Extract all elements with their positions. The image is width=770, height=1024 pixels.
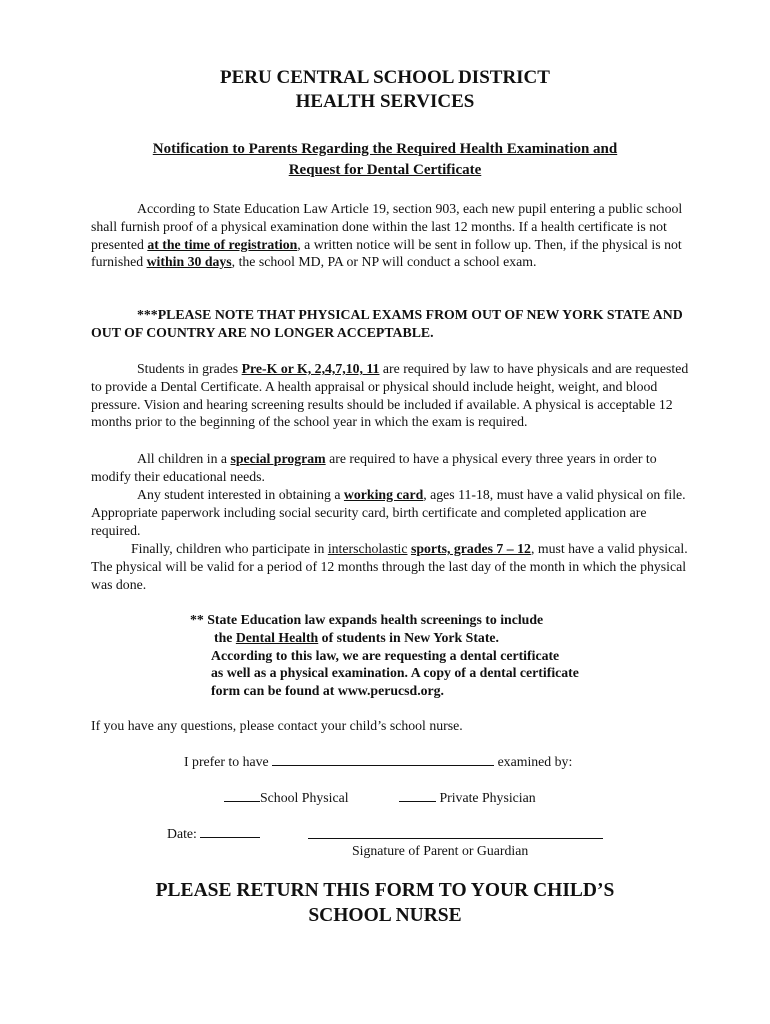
notification-title-line2: Request for Dental Certificate bbox=[288, 162, 482, 178]
return-instruction-line1: PLEASE RETURN THIS FORM TO YOUR CHILD’S bbox=[155, 880, 615, 901]
para5-text3: , must have a valid physical. The physical will be valid for a period of 12 months through the last day of the month in which the physical was done. bbox=[91, 541, 688, 592]
para4-text1: Any student interested in obtaining a bbox=[137, 487, 344, 502]
paragraph-sports bbox=[91, 540, 691, 593]
para4-text2: , ages 11-18, must have a valid physical on file. Appropriate paperwork including social security card, birth certificate and completed application are required. bbox=[91, 487, 686, 538]
dental-line5: form can be found at www.perucsd.org. bbox=[211, 683, 445, 699]
dental-line1: ** State Education law expands health screenings to include bbox=[190, 612, 544, 627]
para3-text2: are required to have a physical every three years in order to modify their educational needs. bbox=[91, 451, 657, 484]
dental-line4: as well as a physical examination. A copy of a dental certificate bbox=[211, 665, 579, 681]
district-heading: PERU CENTRAL SCHOOL DISTRICT bbox=[220, 67, 550, 88]
warning-text: ***PLEASE NOTE THAT PHYSICAL EXAMS FROM OUT OF NEW YORK STATE AND OUT OF COUNTRY ARE NO LONGER ACCEPTABLE. bbox=[91, 307, 683, 340]
dental-line2a: the bbox=[214, 629, 236, 645]
working-card-emphasis: working card bbox=[343, 487, 424, 502]
date-label: Date: bbox=[167, 826, 197, 841]
signature-line[interactable] bbox=[308, 838, 603, 839]
prefer-row bbox=[184, 753, 572, 770]
school-physical-label: School Physical bbox=[260, 790, 349, 805]
child-name-blank[interactable] bbox=[272, 753, 494, 766]
prefer-label: I prefer to have bbox=[184, 754, 269, 769]
para1-text1: According to State Education Law Article 19, section 903, each new pupil entering a public school shall furnish proof of a physical examination done within the last 12 months. If a health certificate is not presented bbox=[91, 201, 683, 252]
grades-emphasis: Pre-K or K, 2,4,7,10, 11 bbox=[241, 361, 380, 376]
paragraph-grades bbox=[91, 360, 691, 431]
dental-notice bbox=[190, 611, 670, 700]
school-physical-option bbox=[224, 789, 349, 806]
paragraph-special-program bbox=[91, 450, 691, 486]
dental-line3: According to this law, we are requesting a dental certificate bbox=[211, 647, 560, 663]
private-physician-option bbox=[399, 789, 536, 806]
return-instruction-line2: SCHOOL NURSE bbox=[308, 905, 462, 926]
sports-grades-emphasis: sports, grades 7 – 12 bbox=[410, 541, 531, 556]
para1-text3: , the school MD, PA or NP will conduct a school exam. bbox=[231, 254, 537, 270]
para2-text2: are required by law to have physicals and are requested to provide a Dental Certificate. A health appraisal or physical should include height, weight, and blood pressure. Vision and hearing screening results should be included if available. A physical is acceptable 12 months prior to the beginning of the school year in which the exam is required. bbox=[91, 361, 689, 430]
registration-emphasis: at the time of registration bbox=[147, 236, 298, 252]
paragraph-working-card bbox=[91, 486, 691, 539]
date-row bbox=[167, 825, 260, 842]
dental-line2 bbox=[190, 629, 670, 647]
para1-text2: , a written notice will be sent in follow up. Then, if the physical is not furnished bbox=[91, 236, 682, 270]
thirty-days-emphasis: within 30 days bbox=[146, 254, 232, 270]
date-blank[interactable] bbox=[200, 825, 260, 838]
dental-health-emphasis: Dental Health bbox=[235, 629, 319, 645]
out-of-state-warning bbox=[91, 306, 691, 342]
signature-label: Signature of Parent or Guardian bbox=[352, 843, 529, 858]
examined-by-label: examined by: bbox=[497, 754, 573, 769]
interscholastic-text: interscholastic bbox=[327, 541, 408, 556]
para2-text1: Students in grades bbox=[137, 361, 242, 376]
questions-text: If you have any questions, please contact your child’s school nurse. bbox=[91, 718, 463, 733]
private-physician-blank[interactable] bbox=[399, 789, 436, 802]
dental-line2c: of students in New York State. bbox=[318, 629, 500, 645]
private-physician-label: Private Physician bbox=[436, 790, 536, 805]
paragraph-state-law bbox=[91, 200, 691, 271]
para5-text1: Finally, children who participate in bbox=[131, 541, 328, 556]
school-physical-blank[interactable] bbox=[224, 789, 260, 802]
para3-text1: All children in a bbox=[137, 451, 231, 466]
notification-title-line1: Notification to Parents Regarding the Required Health Examination and bbox=[152, 141, 618, 157]
special-program-emphasis: special program bbox=[230, 451, 326, 466]
department-heading: HEALTH SERVICES bbox=[295, 91, 475, 112]
